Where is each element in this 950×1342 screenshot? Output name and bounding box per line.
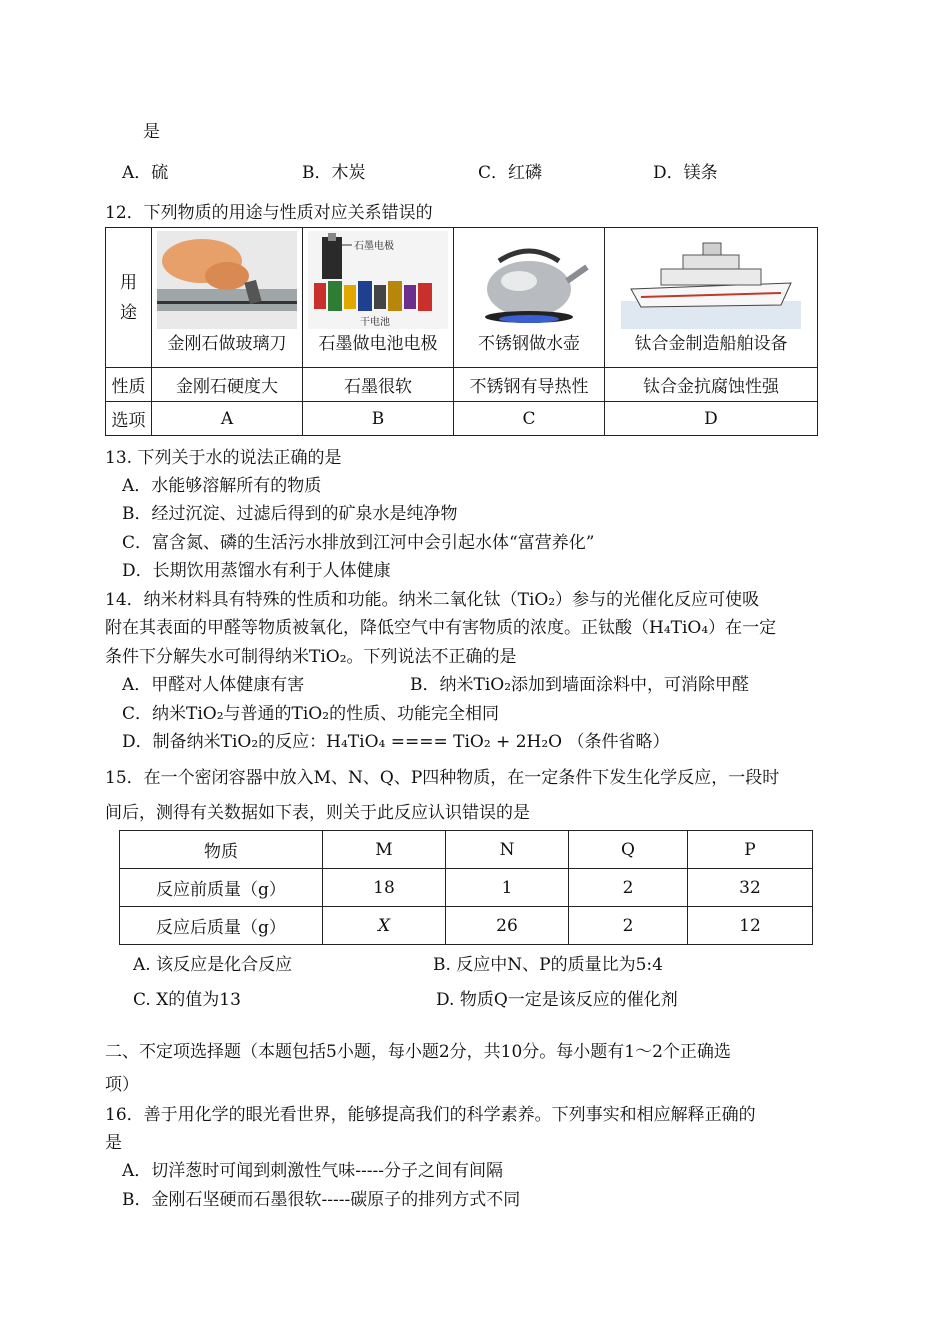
q14-option-a: A．甲醛对人体健康有害 <box>122 675 305 695</box>
row-before-q: 2 <box>569 869 688 907</box>
kettle-image <box>459 231 599 329</box>
svg-text:干电池: 干电池 <box>360 317 390 328</box>
section-2-heading: 二、不定项选择题（本题包括5小题，每小题2分，共10分。每小题有1～2个正确选 <box>105 1042 731 1062</box>
option-c: C．红磷 <box>478 163 543 183</box>
q14-option-c: C．纳米TiO₂与普通的TiO₂的性质、功能完全相同 <box>122 704 500 724</box>
header-q: Q <box>569 831 688 869</box>
ship-image <box>621 231 801 329</box>
usage-c: 不锈钢做水壶 <box>478 334 580 354</box>
usage-header: 用 途 <box>106 228 152 368</box>
q13-stem: 13. 下列关于水的说法正确的是 <box>105 448 342 468</box>
row-after-n: 26 <box>446 907 569 945</box>
letter-d: D <box>605 402 818 436</box>
question-continuation: 是 <box>143 122 160 142</box>
glass-cutter-image <box>157 231 297 329</box>
option-d: D．镁条 <box>653 163 718 183</box>
row-before-label: 反应前质量（g） <box>120 869 323 907</box>
property-b: 石墨很软 <box>303 368 454 402</box>
q14-line-1: 14．纳米材料具有特殊的性质和功能。纳米二氧化钛（TiO₂）参与的光催化反应可使吸 <box>105 590 760 610</box>
option-header: 选项 <box>106 402 152 436</box>
q15-option-b: B. 反应中N、P的质量比为5:4 <box>433 955 663 975</box>
row-after-p: 12 <box>688 907 813 945</box>
option-a: A．硫 <box>122 163 169 183</box>
usage-cell-b <box>303 228 454 368</box>
q14-option-d: D．制备纳米TiO₂的反应：H₄TiO₄ ==== TiO₂ + 2H₂O （条件省略） <box>122 732 670 752</box>
q13-option-b: B．经过沉淀、过滤后得到的矿泉水是纯净物 <box>122 504 458 524</box>
option-b: B．木炭 <box>302 163 366 183</box>
property-header: 性质 <box>106 368 152 402</box>
usage-d: 钛合金制造船舶设备 <box>634 334 788 354</box>
q16-option-a: A．切洋葱时可闻到刺激性气味-----分子之间有间隔 <box>122 1161 503 1181</box>
q13-option-c: C．富含氮、磷的生活污水排放到江河中会引起水体“富营养化” <box>122 533 595 553</box>
property-c: 不锈钢有导热性 <box>454 368 605 402</box>
section-2-heading-cont: 项） <box>105 1075 139 1095</box>
usage-b: 石墨做电池电极 <box>318 334 438 354</box>
row-after-q: 2 <box>569 907 688 945</box>
q16-option-b: B．金刚石坚硬而石墨很软-----碳原子的排列方式不同 <box>122 1190 521 1210</box>
property-a: 金刚石硬度大 <box>152 368 303 402</box>
q16-line-1: 16．善于用化学的眼光看世界，能够提高我们的科学素养。下列事实和相应解释正确的 <box>105 1105 756 1125</box>
q12-stem: 12．下列物质的用途与性质对应关系错误的 <box>105 203 433 223</box>
header-m: M <box>323 831 446 869</box>
q15-option-a: A. 该反应是化合反应 <box>133 955 293 975</box>
q15-table <box>119 830 813 945</box>
row-after-label: 反应后质量（g） <box>120 907 323 945</box>
property-d: 钛合金抗腐蚀性强 <box>605 368 818 402</box>
q14-line-2: 附在其表面的甲醛等物质被氧化，降低空气中有害物质的浓度。正钛酸（H₄TiO₄）在一定 <box>105 618 777 638</box>
usage-cell-d <box>605 228 818 368</box>
q13-option-a: A．水能够溶解所有的物质 <box>122 476 322 496</box>
svg-text:石墨电极: 石墨电极 <box>354 241 394 252</box>
header-p: P <box>688 831 813 869</box>
q14-line-3: 条件下分解失水可制得纳米TiO₂。下列说法不正确的是 <box>105 647 517 667</box>
battery-image <box>308 231 448 329</box>
q16-line-2: 是 <box>105 1133 122 1153</box>
row-after-m: X <box>323 907 446 945</box>
header-n: N <box>446 831 569 869</box>
q15-line-1: 15．在一个密闭容器中放入M、N、Q、P四种物质，在一定条件下发生化学反应，一段时 <box>105 768 780 788</box>
letter-c: C <box>454 402 605 436</box>
letter-a: A <box>152 402 303 436</box>
row-before-p: 32 <box>688 869 813 907</box>
q15-option-c: C. X的值为13 <box>133 990 241 1010</box>
usage-cell-c <box>454 228 605 368</box>
usage-cell-a <box>152 228 303 368</box>
q12-table <box>105 227 818 436</box>
letter-b: B <box>303 402 454 436</box>
q15-line-2: 间后，测得有关数据如下表，则关于此反应认识错误的是 <box>105 803 530 823</box>
q13-option-d: D．长期饮用蒸馏水有利于人体健康 <box>122 561 391 581</box>
row-before-m: 18 <box>323 869 446 907</box>
usage-a: 金刚石做玻璃刀 <box>167 334 287 354</box>
q15-option-d: D. 物质Q一定是该反应的催化剂 <box>436 990 678 1010</box>
q14-option-b: B．纳米TiO₂添加到墙面涂料中，可消除甲醛 <box>410 675 750 695</box>
header-substance: 物质 <box>120 831 323 869</box>
row-before-n: 1 <box>446 869 569 907</box>
